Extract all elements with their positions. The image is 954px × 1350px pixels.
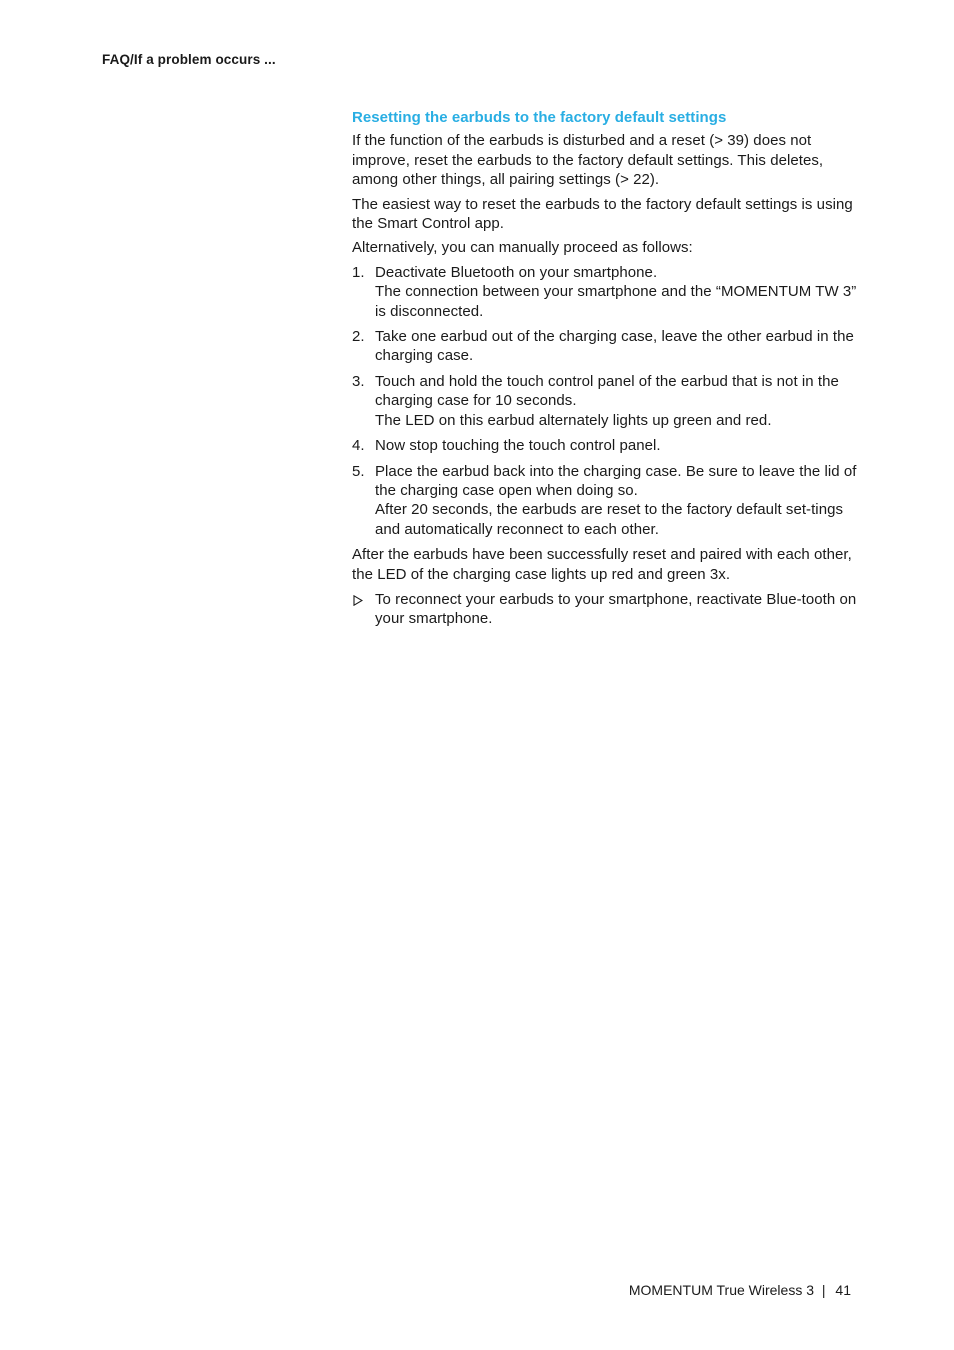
footer-product-name: MOMENTUM True Wireless 3 bbox=[628, 1282, 814, 1298]
intro-paragraph-app: The easiest way to reset the earbuds to the factory default settings is using the Smart Control app. bbox=[352, 195, 853, 233]
intro-paragraph-manual: Alternatively, you can manually proceed as follows: bbox=[352, 239, 693, 257]
action-text: To reconnect your earbuds to your smartphone, reactivate Blue-tooth on your smartphone. bbox=[375, 590, 857, 628]
step-instruction: Deactivate Bluetooth on your smartphone. bbox=[375, 263, 658, 281]
step-item bbox=[352, 327, 857, 366]
step-item bbox=[352, 372, 857, 430]
step-instruction: Take one earbud out of the charging case, leave the other earbud in the charging case. bbox=[375, 328, 854, 365]
step-item bbox=[352, 462, 857, 540]
step-instruction: Touch and hold the touch control panel of the earbud that is not in the charging case for 10 seconds. bbox=[375, 372, 839, 410]
step-result: The connection between your smartphone and the “MOMENTUM TW 3” is disconnected. bbox=[375, 283, 857, 320]
step-result: After 20 seconds, the earbuds are reset to the factory default set-tings and automatically reconnect to each other. bbox=[375, 501, 844, 538]
step-item bbox=[352, 263, 857, 321]
step-number: 1. bbox=[352, 263, 365, 281]
reset-steps-list bbox=[352, 263, 857, 539]
step-number: 4. bbox=[352, 437, 365, 455]
step-instruction: Now stop touching the touch control panel. bbox=[375, 437, 661, 455]
footer-separator: | bbox=[821, 1282, 826, 1298]
step-result: The LED on this earbud alternately lights up green and red. bbox=[375, 411, 772, 429]
step-number: 2. bbox=[352, 328, 365, 346]
running-header: FAQ/If a problem occurs ... bbox=[102, 52, 276, 67]
action-item bbox=[352, 590, 857, 629]
outcome-paragraph: After the earbuds have been successfully reset and paired with each other, the LED of the charging case lights up red and green 3x. bbox=[352, 546, 852, 583]
triangle-arrow-icon bbox=[353, 595, 363, 606]
step-number: 3. bbox=[352, 372, 365, 390]
page-number: 41 bbox=[835, 1282, 851, 1298]
step-item bbox=[352, 436, 857, 455]
step-instruction: Place the earbud back into the charging case. Be sure to leave the lid of the charging case open when doing so. bbox=[375, 462, 857, 499]
step-number: 5. bbox=[352, 462, 365, 480]
page-footer bbox=[629, 1282, 851, 1298]
section-content bbox=[352, 108, 857, 629]
section-heading: Resetting the earbuds to the factory default settings bbox=[352, 109, 727, 126]
intro-paragraph-disturbed: If the function of the earbuds is disturbed and a reset (> 39) does not improve, reset the earbuds to the factory default settings. This deletes, among other things, all pairing settings (> 22). bbox=[352, 132, 824, 189]
